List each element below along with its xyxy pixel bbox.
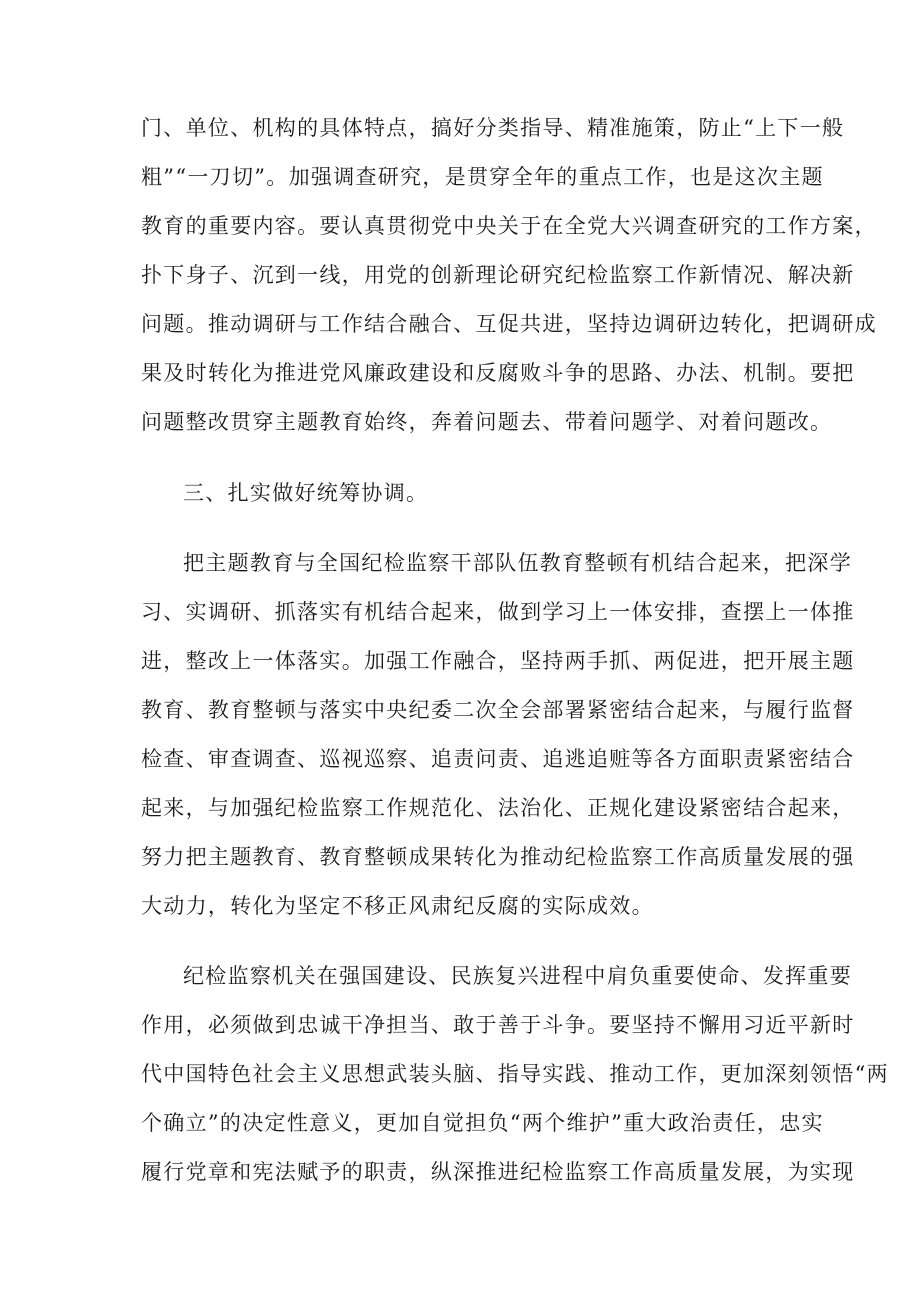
text-line: 起来，与加强纪检监察工作规范化、法治化、正规化建设紧密结合起来，	[141, 796, 855, 820]
text-line: 把主题教育与全国纪检监察干部队伍教育整顿有机结合起来，把深学	[183, 551, 852, 575]
text-line: 履行党章和宪法赋予的职责，纵深推进纪检监察工作高质量发展，为实现	[141, 1160, 855, 1184]
text-line: 问题整改贯穿主题教育始终，奔着问题去、带着问题学、对着问题改。	[141, 410, 833, 434]
text-line: 努力把主题教育、教育整顿成果转化为推动纪检监察工作高质量发展的强	[141, 845, 855, 869]
text-line: 粗”“一刀切”。加强调查研究，是贯穿全年的重点工作，也是这次主题	[141, 165, 824, 189]
text-line: 教育、教育整顿与落实中央纪委二次全会部署紧密结合起来，与履行监督	[141, 698, 855, 722]
text-line: 果及时转化为推进党风廉政建设和反腐败斗争的思路、办法、机制。要把	[141, 361, 855, 385]
text-line: 作用，必须做到忠诚干净担当、敢于善于斗争。要坚持不懈用习近平新时	[141, 1013, 855, 1037]
text-line: 个确立”的决定性意义，更加自觉担负“两个维护”重大政治责任，忠实	[141, 1111, 824, 1135]
text-line: 扑下身子、沉到一线，用党的创新理论研究纪检监察工作新情况、解决新	[141, 263, 855, 287]
text-line: 代中国特色社会主义思想武装头脑、指导实践、推动工作，更加深刻领悟“两	[141, 1062, 889, 1086]
text-line: 大动力，转化为坚定不移正风肃纪反腐的实际成效。	[141, 894, 654, 918]
text-line: 问题。推动调研与工作结合融合、互促共进，坚持边调研边转化，把调研成	[141, 312, 877, 336]
text-line: 门、单位、机构的具体特点，搞好分类指导、精准施策，防止“上下一般	[141, 116, 845, 140]
section-heading: 三、扎实做好统筹协调。	[183, 481, 429, 505]
text-line: 教育的重要内容。要认真贯彻党中央关于在全党大兴调查研究的工作方案，	[141, 214, 877, 238]
text-line: 检查、审查调查、巡视巡察、追责问责、追逃追赃等各方面职责紧密结合	[141, 747, 855, 771]
text-line: 进，整改上一体落实。加强工作融合，坚持两手抓、两促进，把开展主题	[141, 649, 855, 673]
text-line: 习、实调研、抓落实有机结合起来，做到学习上一体安排，查摆上一体推	[141, 600, 855, 624]
text-line: 纪检监察机关在强国建设、民族复兴进程中肩负重要使命、发挥重要	[183, 964, 852, 988]
